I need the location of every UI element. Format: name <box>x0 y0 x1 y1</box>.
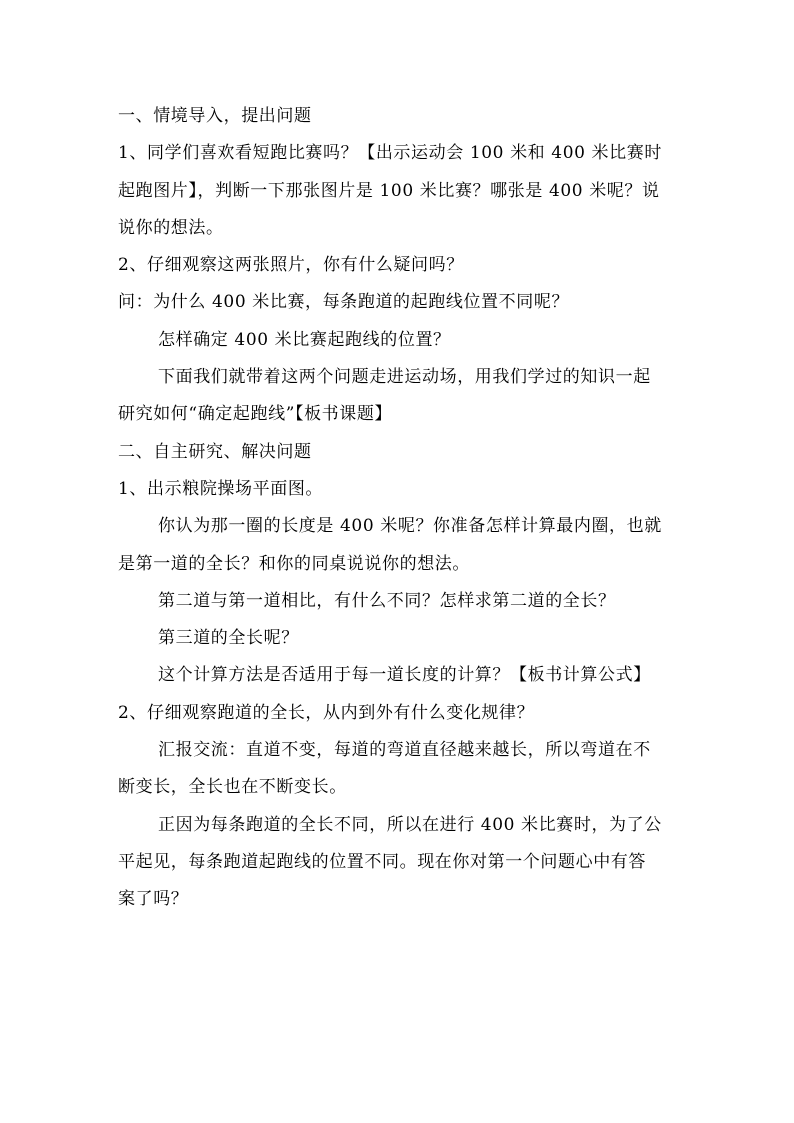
paragraph-line: 下面我们就带着这两个问题走进运动场，用我们学过的知识一起 <box>158 367 651 388</box>
paragraph-line: 你认为那一圈的长度是 400 米呢？你准备怎样计算最内圈，也就 <box>158 516 662 537</box>
document-body <box>118 98 678 919</box>
paragraph-line: 平起见，每条跑道起跑线的位置不同。现在你对第一个问题心中有答 <box>118 851 646 872</box>
paragraph-line: 1、出示粮院操场平面图。 <box>118 478 324 499</box>
paragraph-line: 正因为每条跑道的全长不同，所以在进行 400 米比赛时，为了公 <box>158 814 662 835</box>
section-heading-1: 一、情境导入，提出问题 <box>118 106 312 126</box>
paragraph-line: 1、同学们喜欢看短跑比赛吗？【出示运动会 100 米和 400 米比赛时 <box>118 143 662 164</box>
paragraph-line: 问：为什么 400 米比赛，每条跑道的起跑线位置不同呢？ <box>118 292 570 313</box>
paragraph-line: 第三道的全长呢？ <box>158 628 299 649</box>
section-heading-2: 二、自主研究、解决问题 <box>118 441 312 462</box>
paragraph-line: 断变长，全长也在不断变长。 <box>118 777 347 798</box>
paragraph-line: 第二道与第一道相比，有什么不同？怎样求第二道的全长？ <box>158 590 616 611</box>
paragraph-line: 研究如何“确定起跑线”【板书课题】 <box>118 404 393 425</box>
paragraph-line: 怎样确定 400 米比赛起跑线的位置？ <box>158 329 451 350</box>
paragraph-line: 这个计算方法是否适用于每一道长度的计算？【板书计算公式】 <box>158 665 651 686</box>
paragraph-line: 起跑图片】，判断一下那张图片是 100 米比赛？哪张是 400 米呢？说 <box>118 180 660 201</box>
paragraph-line: 说你的想法。 <box>118 217 224 238</box>
paragraph-line: 汇报交流：直道不变，每道的弯道直径越来越长，所以弯道在不 <box>158 740 651 761</box>
paragraph-line: 案了吗？ <box>118 889 189 910</box>
paragraph-line: 是第一道的全长？和你的同桌说说你的想法。 <box>118 553 470 574</box>
paragraph-line: 2、仔细观察这两张照片，你有什么疑问吗？ <box>118 255 464 276</box>
paragraph-line: 2、仔细观察跑道的全长，从内到外有什么变化规律？ <box>118 702 535 723</box>
